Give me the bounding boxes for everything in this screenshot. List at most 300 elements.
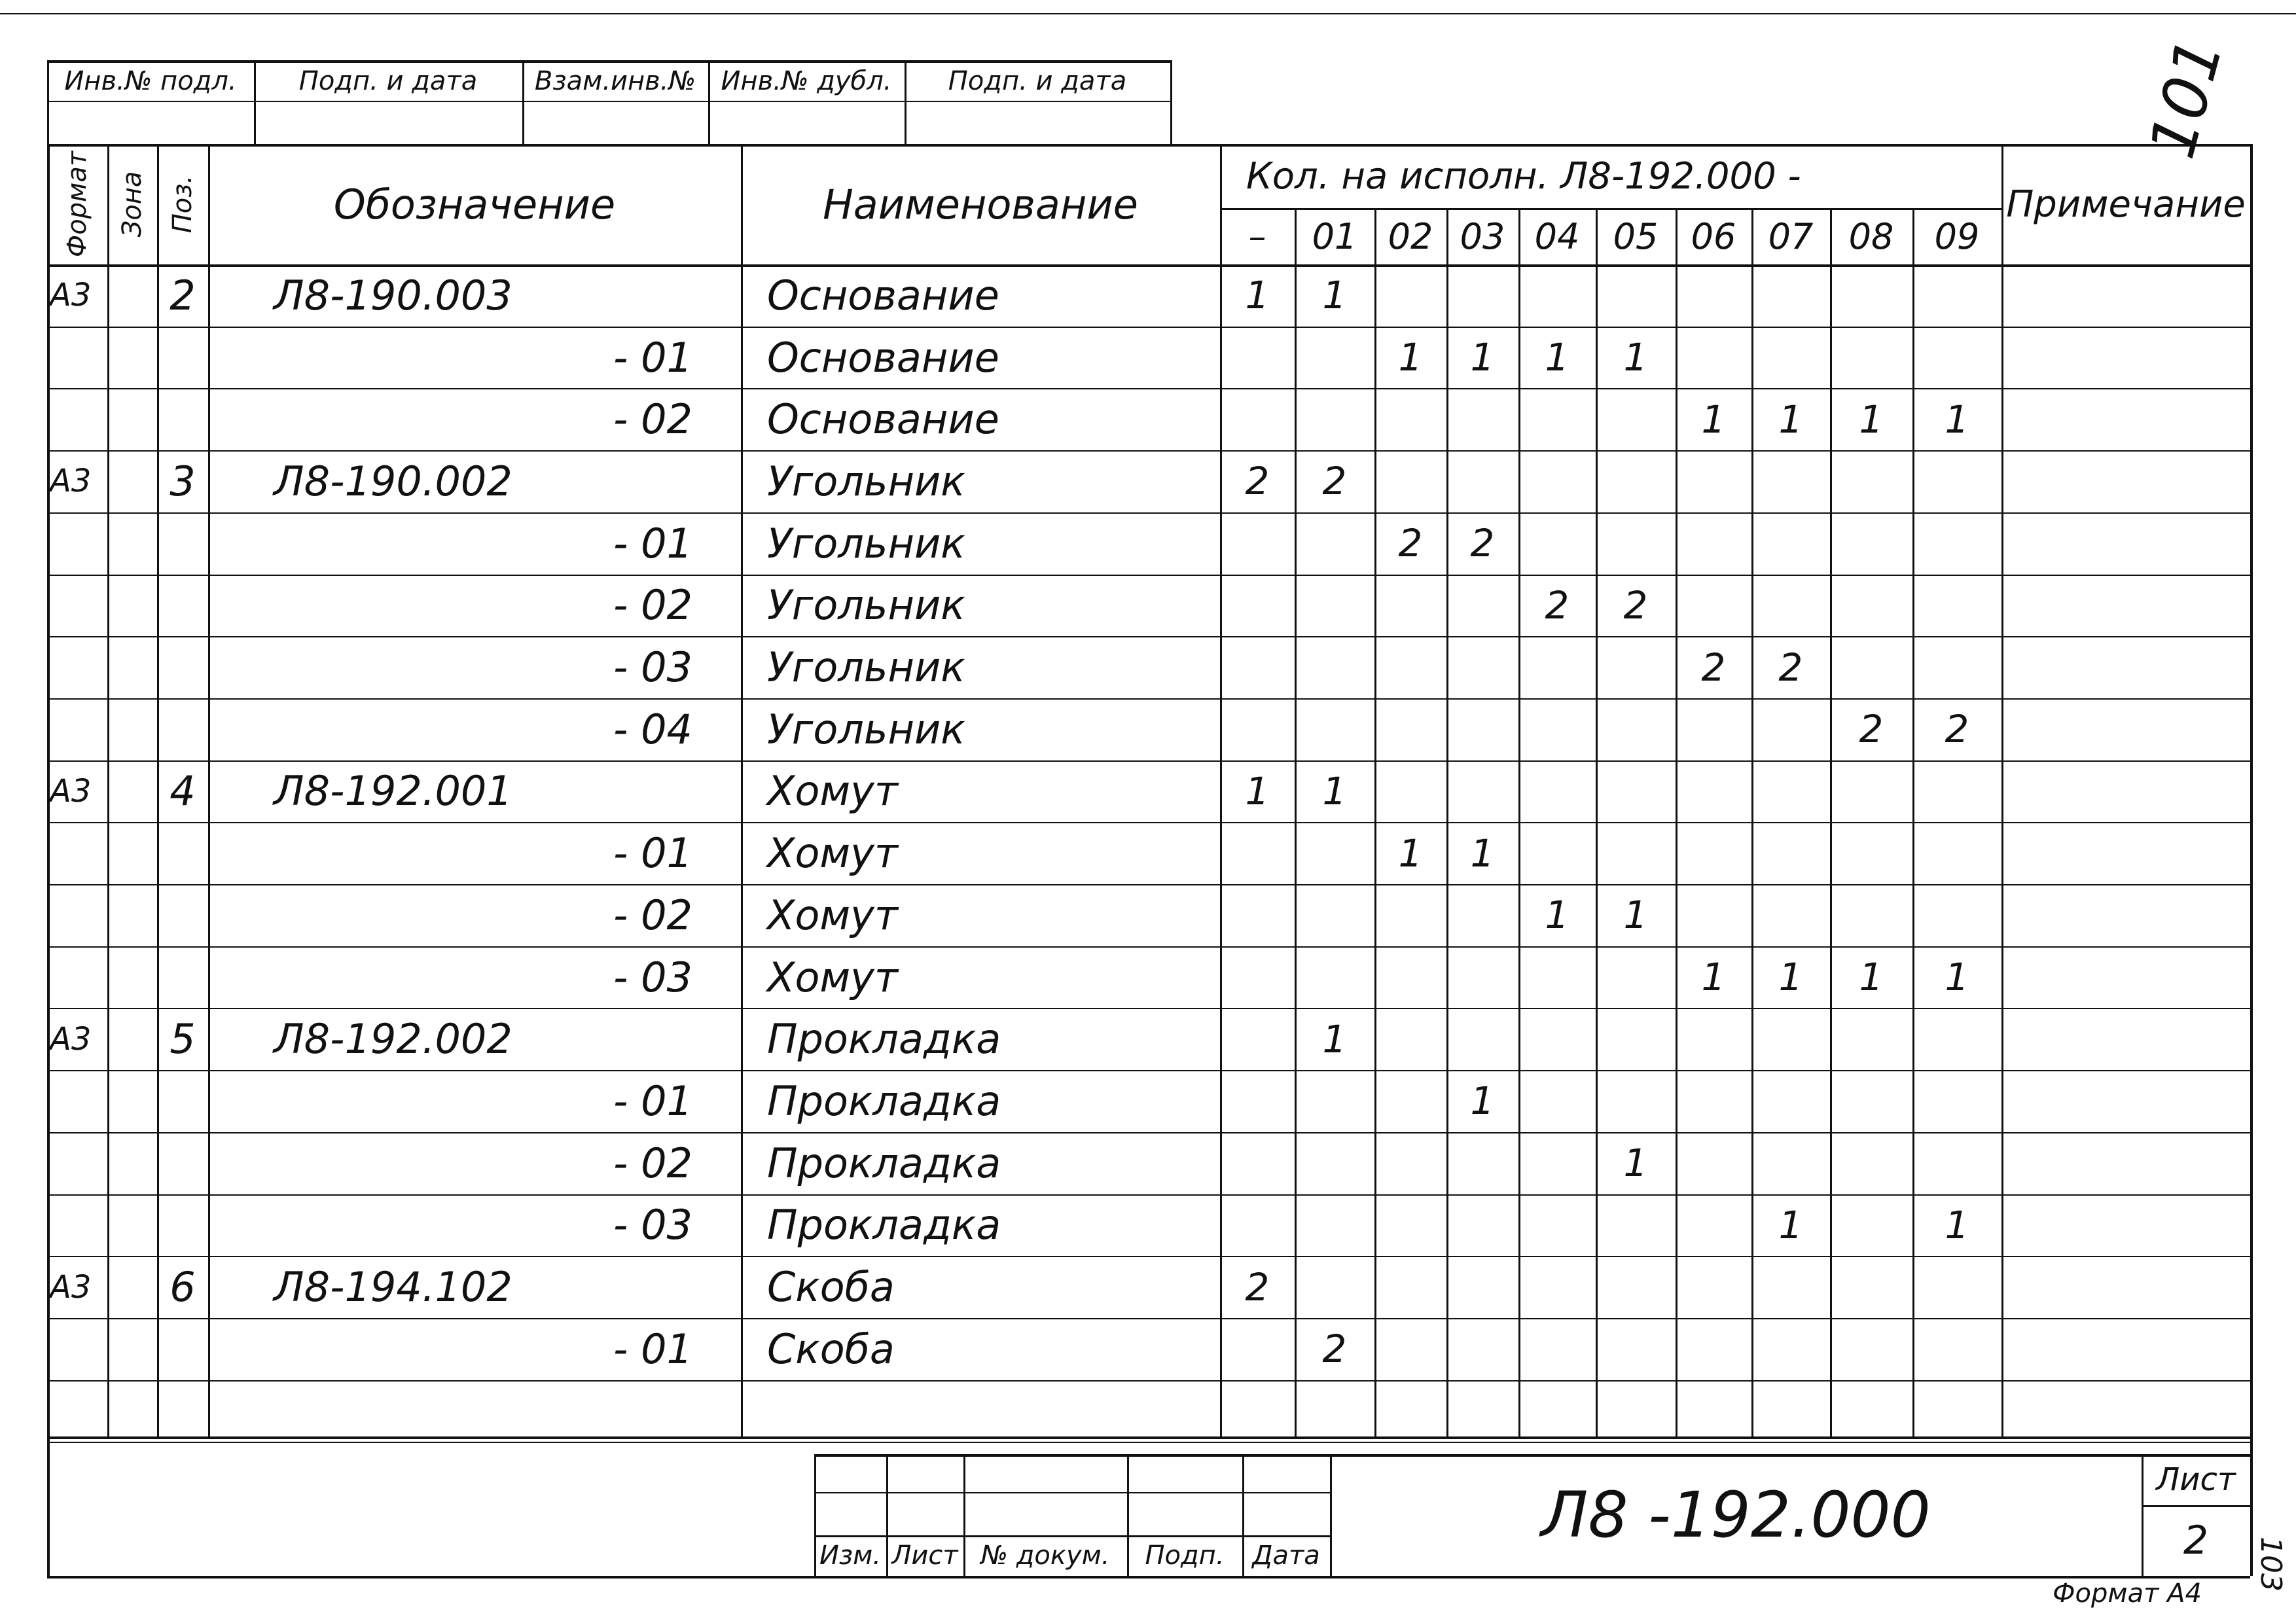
row-qty <box>1676 1380 1751 1442</box>
row-format: А3 <box>50 1268 92 1306</box>
row-qty <box>1596 1256 1676 1318</box>
row-qty <box>1596 264 1676 327</box>
row-qty <box>1912 264 2001 327</box>
row-name: Угольник <box>767 643 965 692</box>
row-qty <box>1676 1256 1751 1318</box>
row-qty <box>1518 1070 1596 1132</box>
row-qty <box>1830 450 1912 512</box>
row-qty <box>1751 1070 1830 1132</box>
row-qty <box>1518 264 1596 327</box>
row-qty <box>1676 1132 1751 1194</box>
header-qty-col: 06 <box>1691 215 1736 257</box>
row-qty <box>1912 575 2001 637</box>
row-format <box>50 1070 107 1132</box>
row-qty <box>1912 512 2001 575</box>
row-qty <box>1596 1070 1676 1132</box>
row-position <box>157 698 208 760</box>
header-qty-col: 02 <box>1388 215 1433 257</box>
row-qty <box>1830 1380 1912 1442</box>
row-qty: 1 <box>1945 955 1969 1000</box>
row-qty <box>1912 636 2001 698</box>
row-qty <box>1374 1256 1446 1318</box>
row-suffix: - 01 <box>613 519 692 567</box>
row-qty: 1 <box>1623 1141 1648 1186</box>
row-qty: 2 <box>1778 645 1803 690</box>
row-format <box>50 575 107 637</box>
row-qty <box>1751 1380 1830 1442</box>
row-qty <box>1751 450 1830 512</box>
row-qty <box>1446 698 1518 760</box>
row-qty <box>1518 698 1596 760</box>
title-block-label: Изм. <box>819 1541 882 1571</box>
row-qty <box>1912 327 2001 389</box>
row-name: Скоба <box>767 1263 895 1311</box>
row-position <box>157 946 208 1008</box>
column-divider <box>741 144 743 1436</box>
row-position <box>157 884 208 946</box>
row-suffix: - 02 <box>613 1139 692 1187</box>
row-qty <box>1446 884 1518 946</box>
row-qty <box>1596 636 1676 698</box>
row-qty: 2 <box>1859 707 1884 752</box>
row-qty <box>1830 1070 1912 1132</box>
row-position <box>157 1380 208 1442</box>
row-format <box>50 1132 107 1194</box>
row-qty: 1 <box>1322 273 1347 318</box>
row-qty <box>1446 264 1518 327</box>
row-qty <box>1374 450 1446 512</box>
header-qty-col: 04 <box>1534 215 1580 257</box>
row-qty: 1 <box>1623 893 1648 938</box>
row-qty: 2 <box>1945 707 1969 752</box>
row-name <box>767 1380 1220 1442</box>
row-qty <box>1518 450 1596 512</box>
row-qty <box>1374 946 1446 1008</box>
row-qty <box>1295 822 1374 884</box>
header-zone: Зона <box>117 171 147 238</box>
row-qty: 2 <box>1470 521 1495 566</box>
row-qty <box>1374 575 1446 637</box>
row-position <box>157 575 208 637</box>
row-qty <box>1446 1380 1518 1442</box>
row-qty <box>1446 760 1518 823</box>
row-qty: 1 <box>1859 955 1884 1000</box>
header-format: Формат <box>62 151 92 258</box>
row-qty <box>1374 264 1446 327</box>
row-qty <box>1446 1318 1518 1380</box>
row-name: Прокладка <box>767 1077 1001 1125</box>
row-qty <box>1295 512 1374 575</box>
row-qty <box>1446 636 1518 698</box>
row-name: Угольник <box>767 705 965 753</box>
top-strip-label: Инв.№ дубл. <box>721 66 892 96</box>
row-qty <box>1751 822 1830 884</box>
row-position <box>157 1070 208 1132</box>
row-qty <box>1751 264 1830 327</box>
row-name: Хомут <box>767 767 898 815</box>
row-name: Прокладка <box>767 1201 1001 1249</box>
row-qty <box>1751 884 1830 946</box>
row-position <box>157 1194 208 1257</box>
document-code: Л8 -192.000 <box>1541 1478 1931 1552</box>
row-qty <box>1374 760 1446 823</box>
row-position: 5 <box>170 1015 196 1063</box>
row-qty <box>1446 1194 1518 1257</box>
header-name: Наименование <box>823 180 1138 228</box>
row-qty: 2 <box>1701 645 1726 690</box>
top-strip-label: Подп. и дата <box>298 66 478 96</box>
row-qty <box>1374 1008 1446 1070</box>
row-qty <box>1912 450 2001 512</box>
row-qty <box>1830 636 1912 698</box>
title-block-label: Подп. <box>1145 1541 1225 1571</box>
row-qty <box>1374 1380 1446 1442</box>
row-suffix <box>522 1008 692 1070</box>
row-qty <box>1912 760 2001 823</box>
header-qty-col: 08 <box>1848 215 1894 257</box>
title-block-label: Лист <box>891 1541 958 1571</box>
row-position <box>157 512 208 575</box>
column-divider <box>107 144 109 1436</box>
row-qty <box>1295 575 1374 637</box>
row-qty <box>1295 698 1374 760</box>
row-qty <box>1676 822 1751 884</box>
row-format <box>50 946 107 1008</box>
row-designation: Л8-192.002 <box>274 1015 512 1063</box>
row-position: 2 <box>170 271 196 319</box>
row-qty <box>1295 1132 1374 1194</box>
row-qty: 1 <box>1322 1016 1347 1061</box>
row-qty <box>1676 512 1751 575</box>
row-qty <box>1518 1132 1596 1194</box>
row-position <box>157 822 208 884</box>
row-qty <box>1518 1008 1596 1070</box>
row-qty: 1 <box>1545 335 1570 380</box>
row-name: Угольник <box>767 519 965 567</box>
row-position <box>157 1318 208 1380</box>
row-qty <box>1676 884 1751 946</box>
row-qty <box>1596 760 1676 823</box>
row-suffix <box>522 1380 692 1442</box>
note-column-divider <box>2001 144 2003 1436</box>
column-divider <box>208 144 210 1436</box>
row-qty <box>1295 1380 1374 1442</box>
row-name: Основание <box>767 333 999 382</box>
row-suffix: - 01 <box>613 1077 692 1125</box>
row-format: А3 <box>50 1020 92 1058</box>
row-qty <box>1518 760 1596 823</box>
row-qty: 2 <box>1322 459 1347 504</box>
header-qty-group: Кол. на исполн. Л8-192.000 - <box>1246 154 1801 198</box>
table-bottom-rule <box>47 1436 2250 1439</box>
row-suffix: - 02 <box>613 581 692 630</box>
row-qty: 1 <box>1623 335 1648 380</box>
row-name: Хомут <box>767 829 898 878</box>
row-qty: 1 <box>1859 397 1884 442</box>
top-strip-divider <box>254 60 256 144</box>
row-format: А3 <box>50 772 92 810</box>
row-format <box>50 1318 107 1380</box>
row-qty <box>1912 822 2001 884</box>
row-format <box>50 1194 107 1257</box>
row-qty <box>1446 575 1518 637</box>
row-qty <box>1830 1132 1912 1194</box>
row-name: Хомут <box>767 891 898 939</box>
row-qty <box>1446 450 1518 512</box>
row-qty <box>1374 1194 1446 1257</box>
row-qty <box>1374 1132 1446 1194</box>
row-qty: 1 <box>1701 397 1726 442</box>
row-qty <box>1751 760 1830 823</box>
row-qty <box>1220 512 1295 575</box>
row-position <box>157 636 208 698</box>
row-format <box>50 884 107 946</box>
row-qty <box>1446 1256 1518 1318</box>
row-qty <box>1295 388 1374 450</box>
row-qty <box>1830 512 1912 575</box>
row-qty <box>1596 388 1676 450</box>
header-qty-col: 09 <box>1934 215 1980 257</box>
corner-mark: 103 <box>2254 1537 2288 1592</box>
row-position: 4 <box>170 767 196 815</box>
sheet-top-edge <box>0 13 2296 14</box>
row-suffix <box>522 760 692 823</box>
row-name: Основание <box>767 395 999 444</box>
row-qty <box>1518 1194 1596 1257</box>
row-qty <box>1830 884 1912 946</box>
row-qty <box>1220 1070 1295 1132</box>
row-qty <box>1295 1070 1374 1132</box>
row-qty <box>1220 698 1295 760</box>
row-qty <box>1518 1256 1596 1318</box>
header-qty-col: 07 <box>1768 215 1814 257</box>
header-pos: Поз. <box>168 175 198 234</box>
row-qty <box>1220 1380 1295 1442</box>
row-qty <box>1751 512 1830 575</box>
row-format <box>50 388 107 450</box>
row-qty <box>1830 575 1912 637</box>
row-qty <box>1596 946 1676 1008</box>
row-position <box>157 388 208 450</box>
row-qty: 2 <box>1398 521 1423 566</box>
row-suffix: - 01 <box>613 829 692 878</box>
row-qty <box>1676 1008 1751 1070</box>
row-name: Скоба <box>767 1325 895 1373</box>
row-qty <box>1374 1318 1446 1380</box>
row-suffix: - 01 <box>613 333 692 382</box>
row-qty <box>1518 1318 1596 1380</box>
row-qty <box>1912 1132 2001 1194</box>
row-qty <box>1751 698 1830 760</box>
row-qty <box>1374 884 1446 946</box>
row-qty <box>1220 1318 1295 1380</box>
row-qty <box>1751 1318 1830 1380</box>
row-qty <box>1446 1008 1518 1070</box>
row-qty <box>1676 698 1751 760</box>
row-format: А3 <box>50 277 92 314</box>
row-suffix <box>522 264 692 327</box>
row-name: Основание <box>767 271 999 319</box>
row-qty <box>1220 884 1295 946</box>
row-designation: Л8-190.002 <box>274 457 512 505</box>
row-qty <box>1220 575 1295 637</box>
top-strip-label: Взам.инв.№ <box>534 66 696 96</box>
row-designation: Л8-192.001 <box>274 767 512 815</box>
row-qty <box>1830 264 1912 327</box>
sheet-value: 2 <box>2183 1518 2209 1563</box>
row-qty <box>1295 1194 1374 1257</box>
row-designation: Л8-194.102 <box>274 1263 512 1311</box>
row-qty <box>1676 450 1751 512</box>
header-qty-col: – <box>1248 215 1266 257</box>
header-note: Примечание <box>2006 183 2246 226</box>
format-note: Формат А4 <box>2053 1578 2202 1609</box>
title-block-label: № докум. <box>980 1541 1110 1571</box>
row-qty <box>1830 1194 1912 1257</box>
row-qty <box>1912 1008 2001 1070</box>
row-qty <box>1751 1132 1830 1194</box>
top-strip-divider <box>905 60 906 144</box>
row-qty: 1 <box>1398 830 1423 876</box>
row-qty: 2 <box>1245 1264 1270 1310</box>
row-qty <box>1751 1008 1830 1070</box>
row-qty <box>1220 1008 1295 1070</box>
top-strip-divider <box>47 60 49 144</box>
row-qty <box>1374 698 1446 760</box>
row-qty <box>1374 636 1446 698</box>
row-name: Прокладка <box>767 1015 1001 1063</box>
row-qty: 2 <box>1245 459 1270 504</box>
row-position: 3 <box>170 457 196 505</box>
row-suffix: - 02 <box>613 891 692 939</box>
top-strip-divider <box>1170 60 1172 144</box>
row-qty <box>1676 760 1751 823</box>
row-position: 6 <box>170 1263 196 1311</box>
row-qty: 1 <box>1245 273 1270 318</box>
row-designation: Л8-190.003 <box>274 271 512 319</box>
row-name: Хомут <box>767 953 898 1001</box>
row-qty <box>1295 1256 1374 1318</box>
row-qty <box>1830 822 1912 884</box>
row-qty <box>1912 1070 2001 1132</box>
row-qty: 1 <box>1778 955 1803 1000</box>
row-qty <box>1676 1070 1751 1132</box>
row-qty: 1 <box>1398 335 1423 380</box>
row-qty: 1 <box>1545 893 1570 938</box>
top-strip-label: Подп. и дата <box>948 66 1127 96</box>
row-qty: 1 <box>1245 768 1270 813</box>
frame-right-border <box>2250 144 2253 1576</box>
row-suffix: - 03 <box>613 1201 692 1249</box>
row-suffix: - 01 <box>613 1325 692 1373</box>
row-qty <box>1676 264 1751 327</box>
row-qty <box>1676 575 1751 637</box>
row-format: А3 <box>50 463 92 500</box>
row-qty <box>1596 1008 1676 1070</box>
row-qty <box>1830 327 1912 389</box>
row-qty: 2 <box>1623 582 1648 628</box>
row-qty <box>1912 1318 2001 1380</box>
row-qty <box>1220 822 1295 884</box>
row-qty <box>1830 1256 1912 1318</box>
row-qty <box>1518 388 1596 450</box>
row-qty <box>1295 884 1374 946</box>
row-qty <box>1518 512 1596 575</box>
row-qty <box>1446 388 1518 450</box>
row-qty <box>1596 512 1676 575</box>
row-format <box>50 327 107 389</box>
frame-bottom-border <box>47 1576 2250 1578</box>
row-qty: 1 <box>1470 335 1495 380</box>
row-qty <box>1596 1380 1676 1442</box>
row-format <box>50 636 107 698</box>
sheet-number-mark: 101 <box>2135 31 2237 166</box>
row-format <box>50 512 107 575</box>
row-qty <box>1596 698 1676 760</box>
header-designation: Обозначение <box>333 180 616 228</box>
row-suffix <box>522 1256 692 1318</box>
row-suffix: - 02 <box>613 395 692 444</box>
row-qty: 1 <box>1470 830 1495 876</box>
title-block-label: Дата <box>1252 1541 1320 1571</box>
row-qty <box>1596 1318 1676 1380</box>
row-qty <box>1374 1070 1446 1132</box>
row-position <box>157 327 208 389</box>
row-qty <box>1751 1256 1830 1318</box>
row-qty <box>1295 636 1374 698</box>
header-qty-col: 01 <box>1312 215 1357 257</box>
row-suffix: - 03 <box>613 953 692 1001</box>
row-qty <box>1830 1318 1912 1380</box>
row-rule <box>47 1442 2250 1443</box>
row-qty: 1 <box>1945 1202 1969 1247</box>
row-qty <box>1751 327 1830 389</box>
row-qty: 2 <box>1322 1327 1347 1372</box>
row-qty <box>1220 946 1295 1008</box>
row-qty: 1 <box>1322 768 1347 813</box>
row-qty: 1 <box>1778 397 1803 442</box>
row-format <box>50 698 107 760</box>
row-suffix: - 03 <box>613 643 692 692</box>
row-qty <box>1295 946 1374 1008</box>
row-qty <box>1912 1380 2001 1442</box>
row-qty <box>1596 1194 1676 1257</box>
row-qty <box>1220 636 1295 698</box>
row-qty <box>1220 1132 1295 1194</box>
row-format <box>50 1380 107 1442</box>
row-qty: 1 <box>1945 397 1969 442</box>
row-qty <box>1676 1318 1751 1380</box>
row-suffix <box>522 450 692 512</box>
row-qty: 2 <box>1545 582 1570 628</box>
row-qty <box>1446 946 1518 1008</box>
top-strip-label: Инв.№ подл. <box>64 66 237 96</box>
row-qty <box>1220 388 1295 450</box>
row-qty <box>1518 822 1596 884</box>
row-qty <box>1446 1132 1518 1194</box>
row-name: Угольник <box>767 457 965 505</box>
row-qty <box>1751 575 1830 637</box>
row-qty <box>1518 1380 1596 1442</box>
row-qty <box>1295 327 1374 389</box>
row-qty <box>1220 1194 1295 1257</box>
row-name: Угольник <box>767 581 965 630</box>
sheet-label: Лист <box>2156 1461 2236 1498</box>
row-qty <box>1676 1194 1751 1257</box>
row-qty <box>1518 946 1596 1008</box>
row-suffix: - 04 <box>613 705 692 753</box>
row-qty <box>1912 884 2001 946</box>
